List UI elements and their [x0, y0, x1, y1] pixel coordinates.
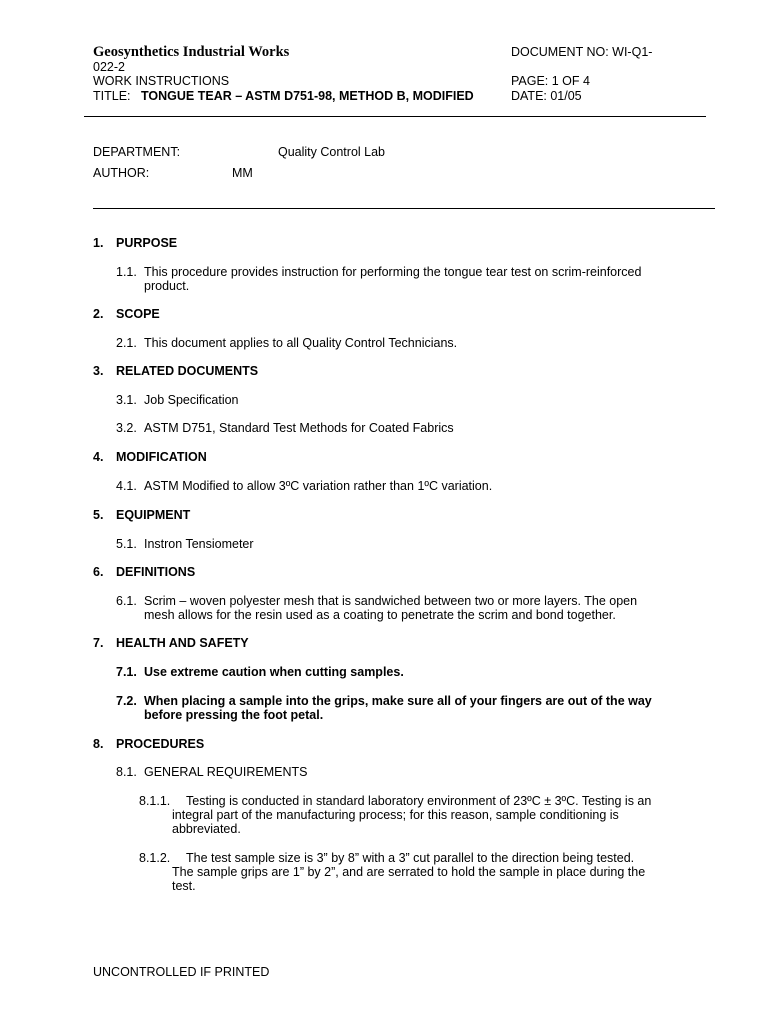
subsection-number: 1.1. [116, 265, 137, 279]
title-label: TITLE: [93, 89, 131, 103]
section-number: 7. [93, 636, 104, 650]
procedure-text-line: The sample grips are 1” by 2”, and are serrated to hold the sample in place during the [172, 865, 646, 879]
section-number: 3. [93, 364, 104, 378]
subsection-number: 7.1. [116, 665, 137, 679]
procedure-text-line: integral part of the manufacturing process; for this reason, sample conditioning is [172, 808, 619, 822]
section-number: 1. [93, 236, 104, 250]
section-heading-procedures: PROCEDURES [116, 737, 205, 751]
definition-text-line: Scrim – woven polyester mesh that is sandwiched between two or more layers. The open [144, 594, 638, 608]
procedure-text-line: The test sample size is 3” by 8” with a 3” cut parallel to the direction being tested. [186, 851, 635, 865]
section-number: 2. [93, 307, 104, 321]
document-title: TONGUE TEAR – ASTM D751-98, METHOD B, MODIFIED [141, 89, 474, 103]
subsection-number: 3.2. [116, 421, 137, 435]
info-divider [93, 208, 715, 209]
document-number-continued: 022-2 [93, 60, 125, 74]
document-date: DATE: 01/05 [511, 89, 582, 103]
modification-text: ASTM Modified to allow 3ºC variation rather than 1ºC variation. [144, 479, 493, 493]
company-name: Geosynthetics Industrial Works [93, 44, 290, 60]
subsection-number: 8.1. [116, 765, 137, 779]
document-number: DOCUMENT NO: WI-Q1- [511, 45, 653, 59]
procedure-text-line: abbreviated. [172, 822, 241, 836]
section-heading-related-documents: RELATED DOCUMENTS [116, 364, 259, 378]
subsubsection-number: 8.1.2. [139, 851, 171, 865]
section-heading-modification: MODIFICATION [116, 450, 207, 464]
department-value: Quality Control Lab [278, 145, 386, 159]
section-heading-health-safety: HEALTH AND SAFETY [116, 636, 249, 650]
subsection-number: 7.2. [116, 694, 137, 708]
procedure-text-line: Testing is conducted in standard laboratory environment of 23ºC ± 3ºC. Testing is an [186, 794, 652, 808]
definition-text-line: mesh allows for the resin used as a coating to penetrate the scrim and bond together. [144, 608, 616, 622]
section-heading-equipment: EQUIPMENT [116, 508, 191, 522]
header-divider [84, 116, 706, 117]
subsection-heading-general-requirements: GENERAL REQUIREMENTS [144, 765, 308, 779]
safety-warning-line: before pressing the foot petal. [144, 708, 324, 722]
subsection-number: 4.1. [116, 479, 137, 493]
subsection-number: 2.1. [116, 336, 137, 350]
related-document-item: ASTM D751, Standard Test Methods for Coated Fabrics [144, 421, 454, 435]
section-number: 4. [93, 450, 104, 464]
section-number: 5. [93, 508, 104, 522]
subsection-number: 6.1. [116, 594, 137, 608]
footer-notice: UNCONTROLLED IF PRINTED [93, 965, 270, 979]
section-heading-scope: SCOPE [116, 307, 160, 321]
related-document-item: Job Specification [144, 393, 239, 407]
section-number: 6. [93, 565, 104, 579]
safety-warning: Use extreme caution when cutting samples. [144, 665, 404, 679]
author-label: AUTHOR: [93, 166, 150, 180]
subsection-number: 3.1. [116, 393, 137, 407]
safety-warning-line: When placing a sample into the grips, make sure all of your fingers are out of the way [144, 694, 652, 708]
page-number: PAGE: 1 OF 4 [511, 74, 590, 88]
procedure-text-line: test. [172, 879, 196, 893]
subsection-number: 5.1. [116, 537, 137, 551]
subsubsection-number: 8.1.1. [139, 794, 171, 808]
purpose-text-line: product. [144, 279, 190, 293]
section-heading-purpose: PURPOSE [116, 236, 178, 250]
scope-text: This document applies to all Quality Control Technicians. [144, 336, 458, 350]
department-label: DEPARTMENT: [93, 145, 181, 159]
purpose-text-line: This procedure provides instruction for performing the tongue tear test on scrim-reinforced [144, 265, 642, 279]
equipment-item: Instron Tensiometer [144, 537, 254, 551]
document-type: WORK INSTRUCTIONS [93, 74, 230, 88]
section-number: 8. [93, 737, 104, 751]
section-heading-definitions: DEFINITIONS [116, 565, 196, 579]
author-value: MM [232, 166, 253, 180]
